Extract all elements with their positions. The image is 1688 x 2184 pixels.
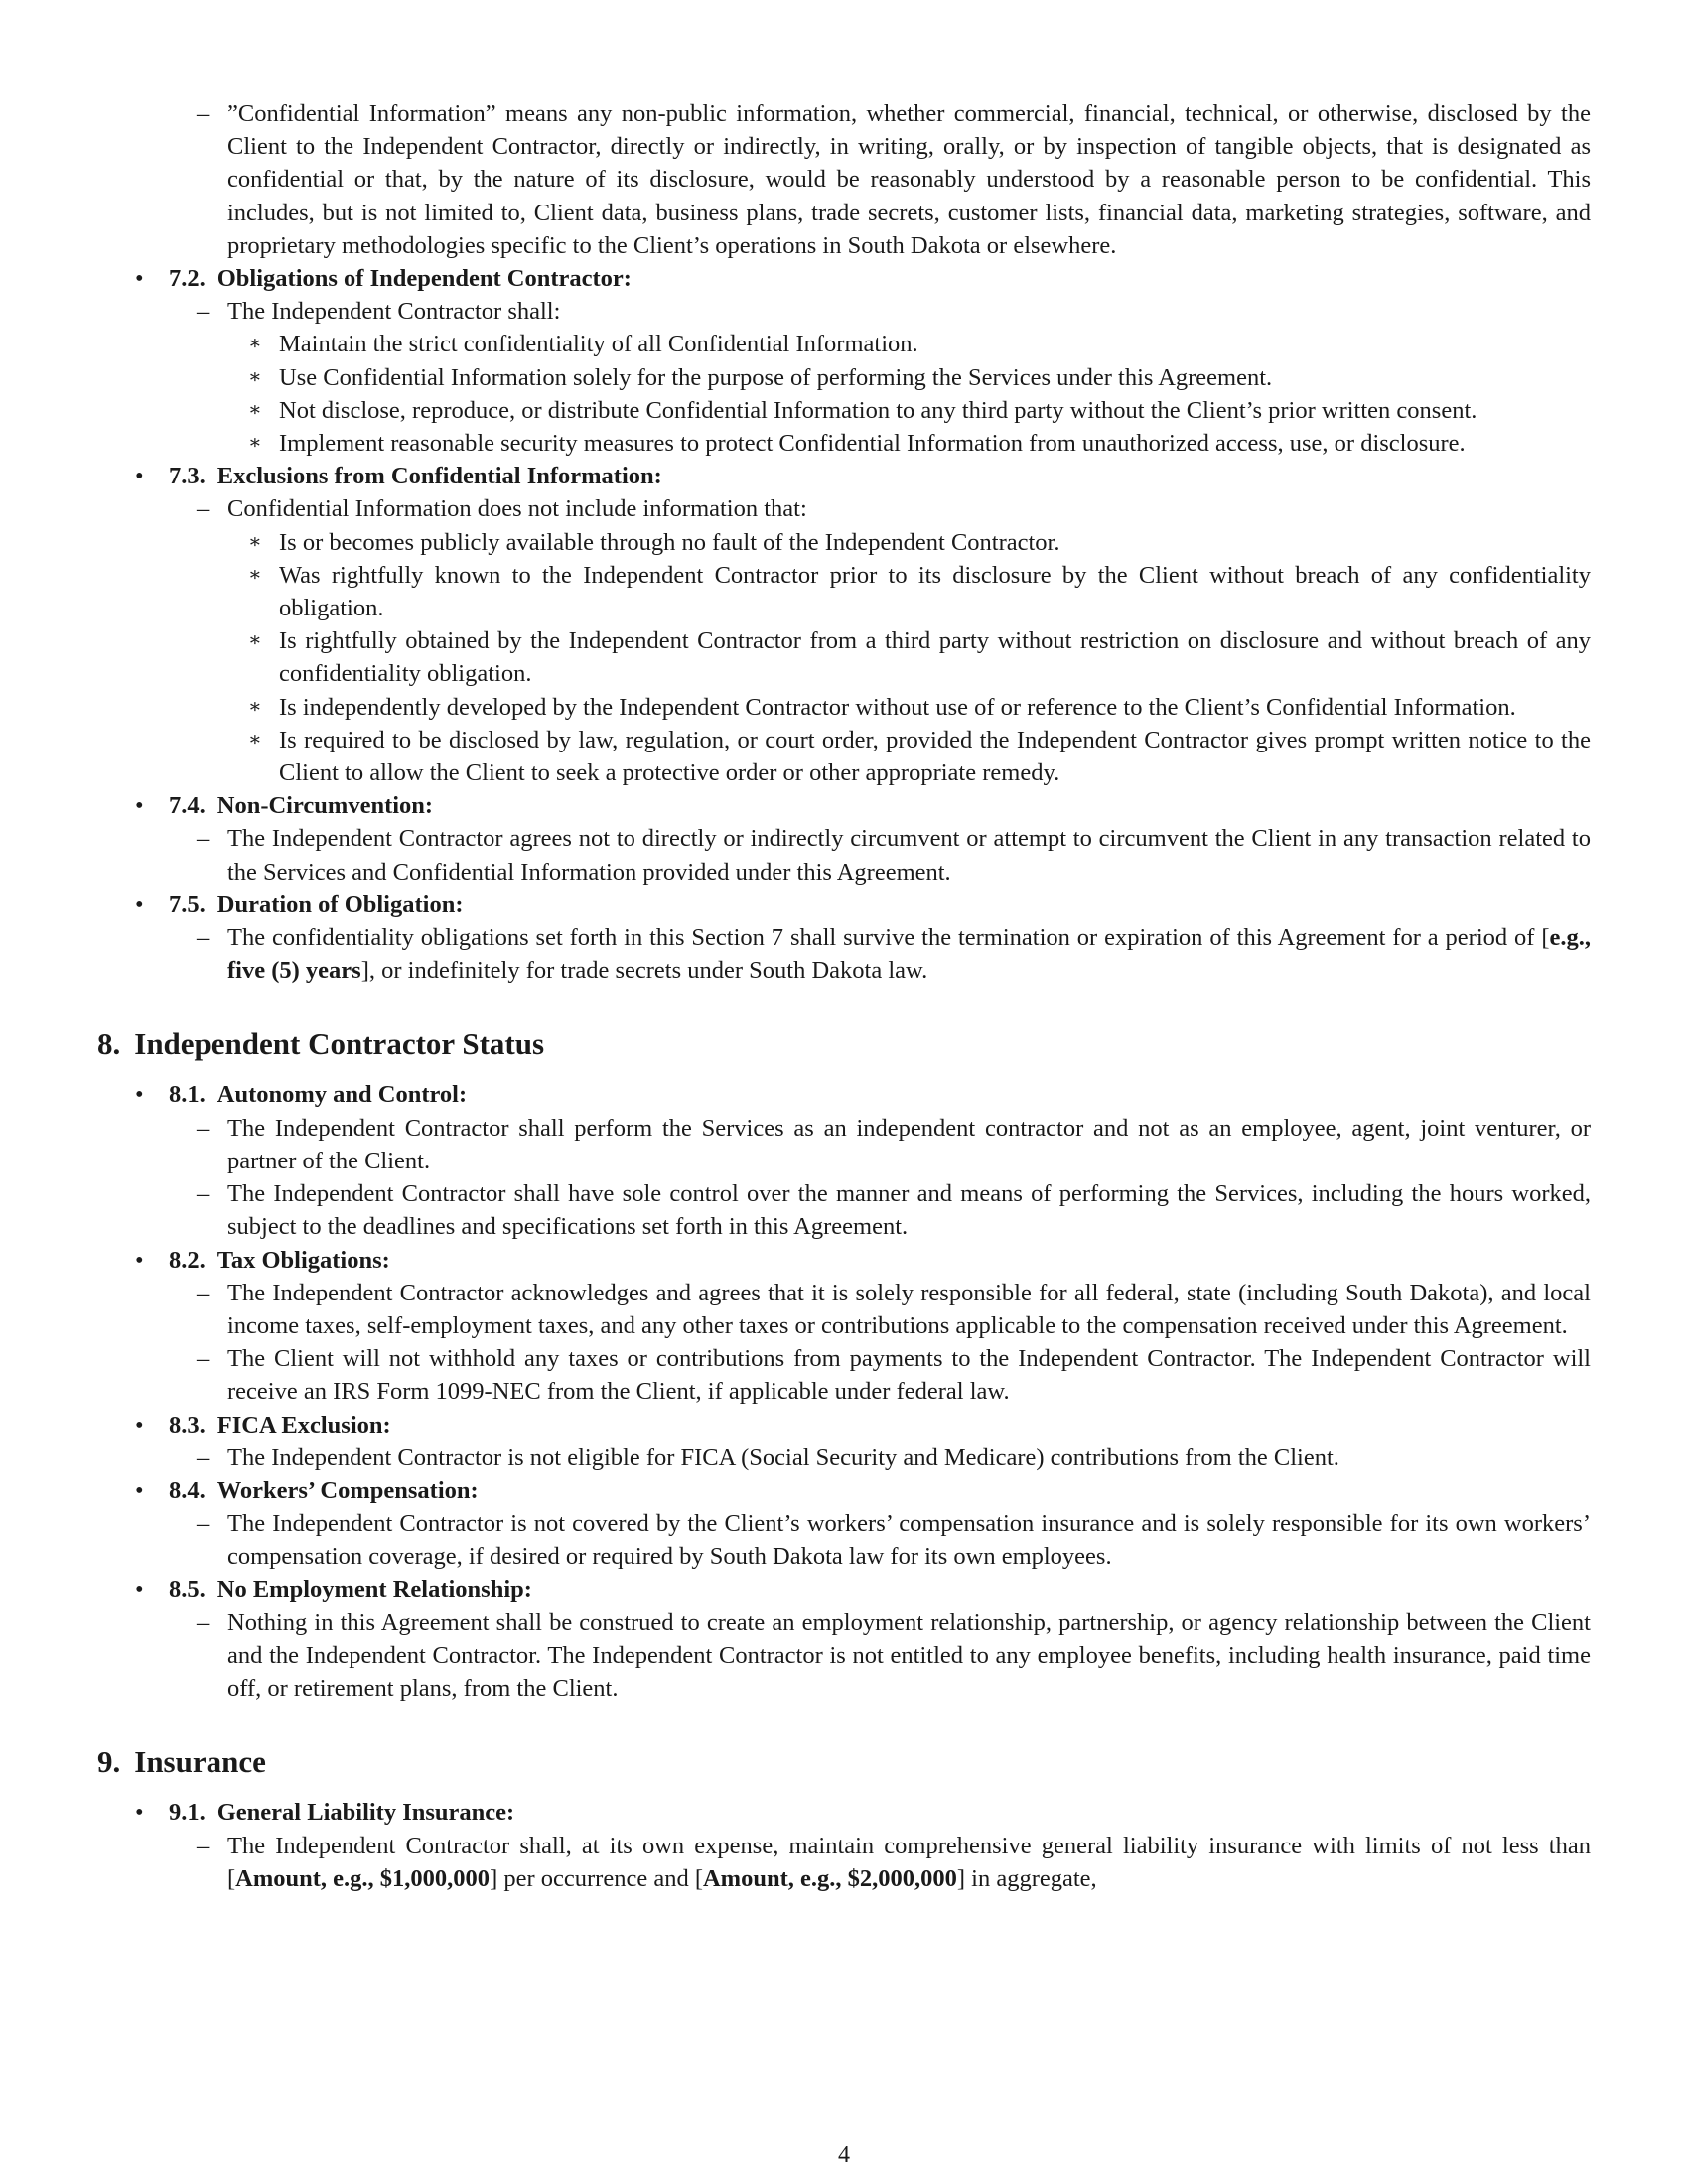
clause-8-3-heading: • 8.3. FICA Exclusion:: [135, 1411, 391, 1438]
clause-7-4-text: – The Independent Contractor agrees not to directly or indirectly circumvent or attempt to circumvent the Client in any transaction related to the Services and Confidential Information provided under this Agreement.: [197, 825, 1591, 886]
clause-7-4-heading: • 7.4. Non-Circumvention:: [135, 792, 434, 820]
duration-placeholder: e.g., five (5) years: [227, 924, 1591, 985]
amount-placeholder: Amount, e.g., $1,000,000: [235, 1864, 491, 1892]
list-item: ∗ Maintain the strict confidentiality of all Confidential Information.: [248, 331, 918, 358]
list-item: ∗ Is required to be disclosed by law, regulation, or court order, provided the Independent Contractor gives prompt written notice to the Client to allow the Client to seek a protective order or other appropriate remedy.: [248, 726, 1591, 787]
list-item: ∗ Is independently developed by the Independent Contractor without use of or reference to the Client’s Confidential Information.: [248, 693, 1516, 721]
clause-7-3-heading: • 7.3. Exclusions from Confidential Information:: [135, 463, 662, 490]
list-item: ∗ Implement reasonable security measures to protect Confidential Information from unauthorized access, use, or disclosure.: [248, 430, 1466, 458]
clause-7-3-intro: – Confidential Information does not include information that:: [197, 495, 807, 523]
clause-8-1-heading: • 8.1. Autonomy and Control:: [135, 1081, 468, 1109]
clause-8-4-heading: • 8.4. Workers’ Compensation:: [135, 1476, 479, 1504]
clause-8-3-text: – The Independent Contractor is not eligible for FICA (Social Security and Medicare) contributions from the Client.: [197, 1443, 1339, 1471]
clause-8-2-heading: • 8.2. Tax Obligations:: [135, 1246, 390, 1274]
list-item: ∗ Is or becomes publicly available through no fault of the Independent Contractor.: [248, 528, 1060, 556]
list-item: – The Independent Contractor shall perform the Services as an independent contractor and not as an employee, agent, joint venturer, or partner of the Client.: [197, 1114, 1591, 1174]
list-item: – The Client will not withhold any taxes or contributions from payments to the Independent Contractor. The Independent Contractor will receive an IRS Form 1099-NEC from the Client, if applicable under federal law.: [197, 1345, 1591, 1406]
list-item: ∗ Was rightfully known to the Independent Contractor prior to its disclosure by the Client without breach of any confidentiality obligation.: [248, 561, 1591, 622]
clause-7-5-text: – The confidentiality obligations set forth in this Section 7 shall survive the termination or expiration of this Agreement for a period of [e.g., five (5) years], or indefinitely for trade secrets under South Dakota law.: [197, 924, 1591, 985]
section-8-heading: 8. Independent Contractor Status: [97, 1026, 545, 1062]
amount-placeholder: Amount, e.g., $2,000,000: [702, 1864, 957, 1892]
clause-9-1-heading: • 9.1. General Liability Insurance:: [135, 1799, 515, 1827]
list-item: – The Independent Contractor shall have sole control over the manner and means of performing the Services, including the hours worked, subject to the deadlines and specifications set forth in this Agreement.: [197, 1180, 1591, 1241]
list-item: ∗ Use Confidential Information solely for the purpose of performing the Services under this Agreement.: [248, 363, 1273, 391]
clause-9-1-text: – The Independent Contractor shall, at its own expense, maintain comprehensive general liability insurance with limits of not less than [Amount, e.g., $1,000,000] per occurrence and [Amount, e.g., $2,000,000] in aggregate,: [197, 1832, 1591, 1892]
list-item: ∗ Not disclose, reproduce, or distribute Confidential Information to any third party without the Client’s prior written consent.: [248, 396, 1477, 424]
clause-7-2-intro: – The Independent Contractor shall:: [197, 298, 561, 326]
clause-7-2-heading: • 7.2. Obligations of Independent Contractor:: [97, 262, 1591, 295]
confidential-info-definition: – ”Confidential Information” means any non-public information, whether commercial, financial, technical, or otherwise, disclosed by the Client to the Independent Contractor, directly or indirectly, in writing, orally, or by inspection of tangible objects, that is designated as confidential or that, by the nature of its disclosure, would be reasonably understood by a reasonable person to be confidential. This includes, but is not limited to, Client data, business plans, trade secrets, customer lists, financial data, marketing strategies, software, and proprietary methodologies specific to the Client’s operations in South Dakota or elsewhere.: [97, 97, 1591, 262]
clause-8-4-text: – The Independent Contractor is not covered by the Client’s workers’ compensation insurance and is solely responsible for its own workers’ compensation coverage, if desired or required by South Dakota law for its own employees.: [197, 1510, 1591, 1570]
clause-8-5-heading: • 8.5. No Employment Relationship:: [135, 1575, 532, 1603]
clause-8-5-text: – Nothing in this Agreement shall be construed to create an employment relationship, partnership, or agency relationship between the Client and the Independent Contractor. The Independent Contractor is not entitled to any employee benefits, including health insurance, paid time off, or retirement plans, from the Client.: [197, 1608, 1591, 1703]
bullet-marker: •: [135, 265, 144, 293]
list-item: – The Independent Contractor acknowledges and agrees that it is solely responsible for all federal, state (including South Dakota), and local income taxes, self-employment taxes, and any other taxes or contributions applicable to the compensation received under this Agreement.: [197, 1279, 1591, 1339]
page-number: 4: [838, 2142, 850, 2168]
clause-7-5-heading: • 7.5. Duration of Obligation:: [135, 890, 464, 918]
list-item: ∗ Is rightfully obtained by the Independent Contractor from a third party without restriction on disclosure and without breach of any confidentiality obligation.: [248, 627, 1591, 688]
page-content: [97, 97, 1591, 1895]
dash-marker: –: [197, 100, 210, 127]
section-9-heading: 9. Insurance: [97, 1744, 266, 1780]
